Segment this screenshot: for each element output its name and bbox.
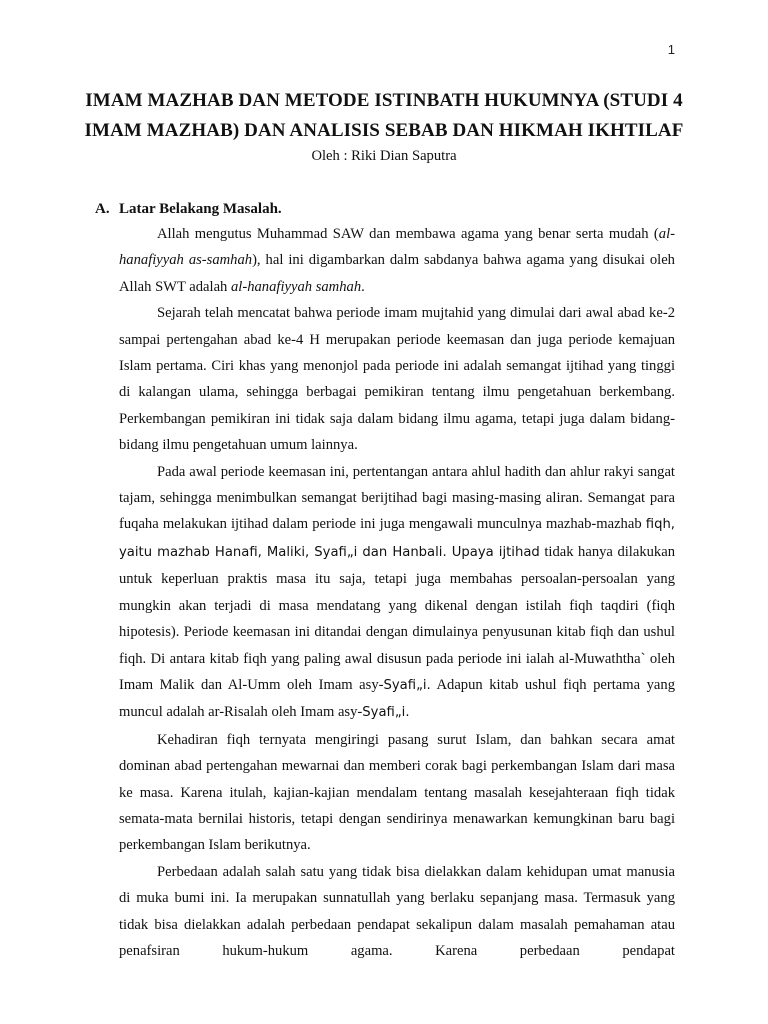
title-line-2: IMAM MAZHAB) DAN ANALISIS SEBAB DAN HIKMAH IKHTILAF: [84, 120, 684, 141]
p3-syafii-1: Syafi„i.: [383, 677, 431, 693]
paragraph-3: [119, 459, 675, 727]
p3-text-e: Adapun kitab ushul fiqh pertama yang muncul adalah ar-Risalah oleh Imam asy-: [119, 676, 675, 721]
p3-text-a: Pada awal periode keemasan ini, pertentangan antara ahlul hadith dan ahlur rakyi sangat tajam, sehingga menimbulkan semangat berijtihad bagi masing-masing aliran. Semangat para fuqaha melakukan ijtihad dalam periode ini juga mengawali munculnya mazhab-mazhab: [119, 463, 675, 533]
section-heading: [95, 199, 282, 219]
p3-syafii-2: Syafi„i.: [362, 705, 410, 721]
p1-text-a: Allah mengutus Muhammad SAW dan membawa agama yang benar serta mudah (: [157, 226, 659, 242]
section-letter: A.: [95, 201, 110, 217]
author-line: Oleh : Riki Dian Saputra: [311, 148, 457, 164]
p1-italic-term-2: al-hanafiyyah samhah: [231, 278, 362, 295]
page-number: 1: [667, 42, 675, 57]
p1-text-c: ), hal ini digambarkan dalm sabdanya bahwa agama yang disukai oleh Allah SWT adalah: [119, 252, 675, 295]
paragraph-1: [119, 221, 675, 300]
p3-mazhab-list: fiqh, yaitu mazhab Hanafi, Maliki, Syafi„i dan Hanbali. Upaya ijtihad: [119, 517, 675, 560]
paragraph-2: Sejarah telah mencatat bahwa periode imam mujtahid yang dimulai dari awal abad ke-2 sampai pertengahan abad ke-4 H merupakan periode keemasan dan juga periode kemajuan Islam pertama. Ciri khas yang menonjol pada periode ini adalah semangat ijtihad yang tinggi di kalangan ulama, sehingga berbagai pemikiran tentang ilmu pengetahuan berkembang. Perkembangan pemikiran ini tidak saja dalam bidang ilmu agama, tetapi juga dalam bidang-bidang ilmu pengetahuan umum lainnya.: [119, 305, 675, 454]
p1-text-e: .: [361, 278, 365, 295]
document-title: [60, 86, 708, 146]
p3-text-c: tidak hanya dilakukan untuk keperluan praktis masa itu saja, tetapi juga membahas persoalan-persoalan yang mungkin akan terjadi di masa mendatang yang dikenal dengan istilah fiqh taqdiri (fiqh hipotesis). Periode keemasan ini ditandai dengan dimulainya penyusunan kitab fiqh dan ushul fiqh. Di antara kitab fiqh yang paling awal disusun pada periode ini ialah al-Muwaththa` oleh Imam Malik dan Al-Umm oleh Imam asy-: [119, 543, 675, 693]
p1-italic-term-1: al-hanafiyyah as-samhah: [119, 226, 675, 269]
paragraph-4: Kehadiran fiqh ternyata mengiringi pasang surut Islam, dan bahkan secara amat dominan abad pertengahan mewarnai dan memberi corak bagi perkembangan Islam dari masa ke masa. Karena itulah, kajian-kajian mendalam tentang masalah kesejahteraan fiqh tidak semata-mata bernilai historis, tetapi dengan sendirinya menawarkan kemungkinan baru bagi perkembangan Islam berikutnya.: [119, 731, 675, 854]
title-line-1: IMAM MAZHAB DAN METODE ISTINBATH HUKUMNYA (STUDI 4: [85, 90, 683, 111]
paragraph-5: Perbedaan adalah salah satu yang tidak bisa dielakkan dalam kehidupan umat manusia di muka bumi ini. Ia merupakan sunnatullah yang berlaku sepanjang masa. Termasuk yang tidak bisa dielakkan adalah perbedaan pendapat sekalipun dalam masalah pemahaman atau penafsiran hukum-hukum agama. Karena perbedaan pendapat: [119, 863, 675, 959]
body-text: [119, 221, 675, 964]
section-title: Latar Belakang Masalah.: [119, 201, 282, 217]
